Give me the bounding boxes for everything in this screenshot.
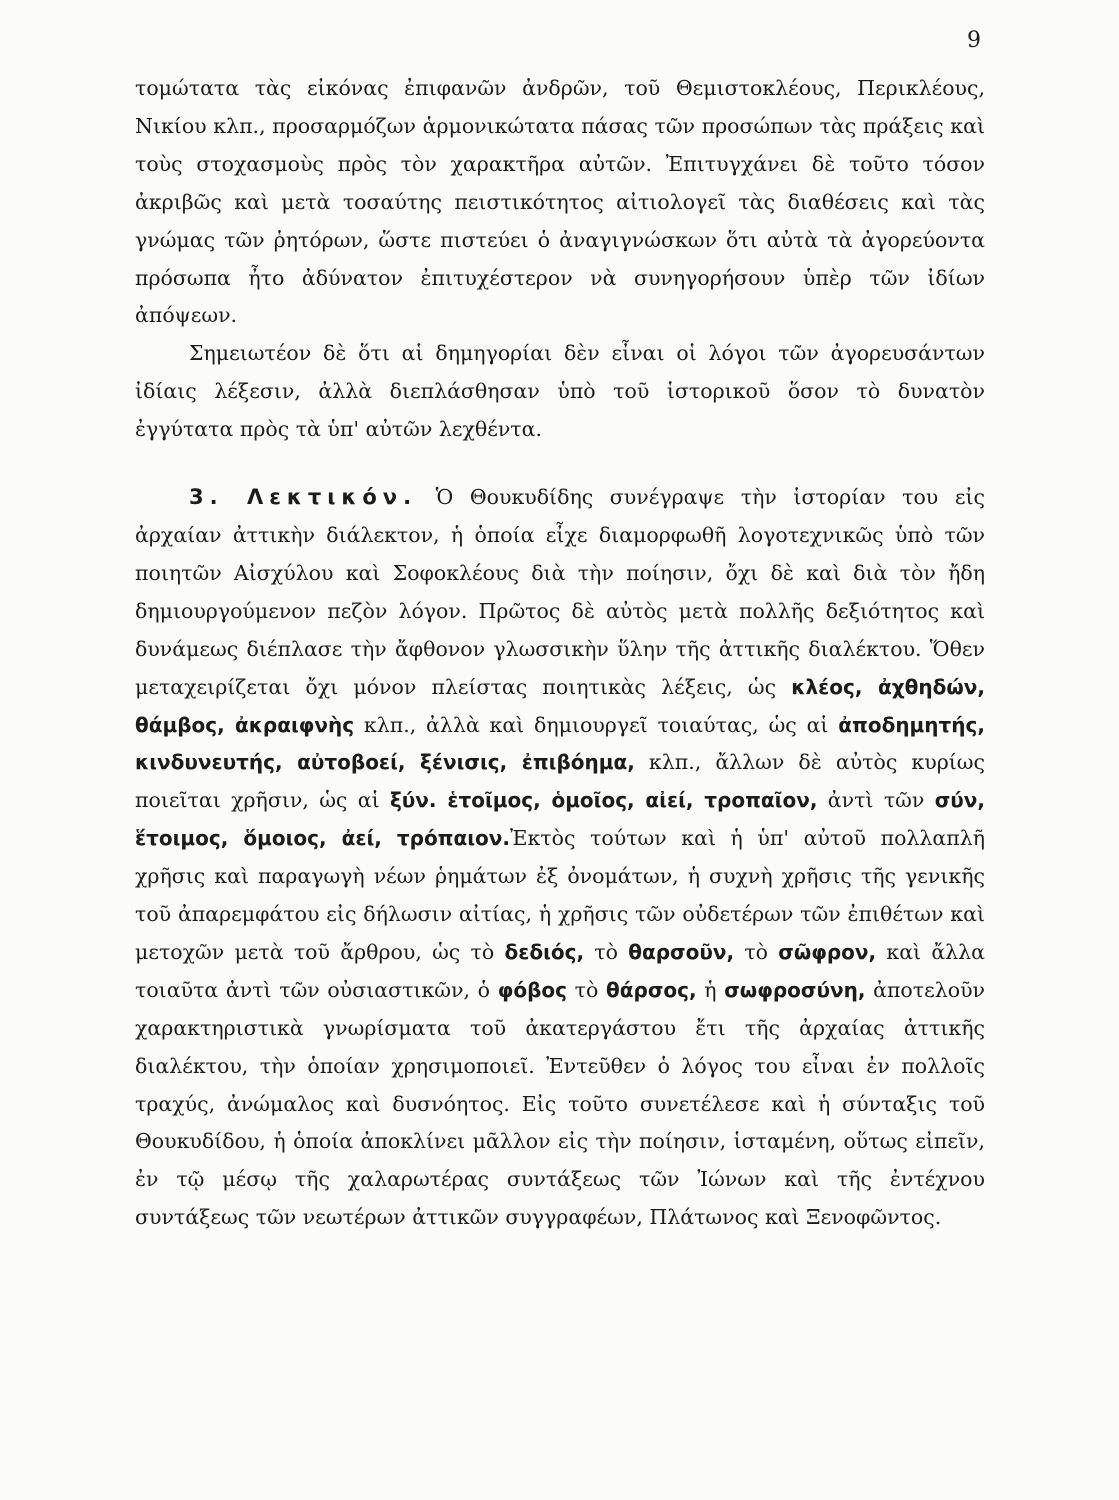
paragraph-3 [135, 479, 985, 1237]
text-run: ἡ [696, 977, 725, 1002]
bold-term: ἀποδημητής, κινδυνευτής, αὐτοβοεί, ξένισις, ἐπιβόημα, [135, 712, 985, 775]
bold-term: θάρσος, [606, 977, 697, 1002]
text-run: καὶ ἄλλα τοιαῦτα ἀντὶ τῶν οὐσιαστικῶν, ὁ [135, 939, 985, 1002]
text-run: Ὁ Θουκυδίδης συνέγραψε τὴν ἱστορίαν του εἰς ἀρχαίαν ἀττικὴν διάλεκτον, ἡ ὁποία εἶχε διαμορφωθῆ λογοτεχνικῶς ὑπὸ τῶν ποιητῶν Αἰσχύλου καὶ Σοφοκλέους διὰ τὴν ποίησιν, ὄχι δὲ καὶ διὰ τὸν ἤδη δημιουργούμενον πεζὸν λόγον. Πρῶτος δὲ αὐτὸς μετὰ πολλῆς δεξιότητος καὶ δυνάμεως διέπλασε τὴν ἄφθονον γλωσσικὴν ὕλην τῆς ἀττικῆς διαλέκτου. Ὅθεν μεταχειρίζεται ὄχι μόνον πλείστας ποιητικὰς λέξεις, ὡς [135, 485, 985, 699]
text-run: ἀποτελοῦν χαρακτηριστικὰ γνωρίσματα τοῦ ἀκατεργάστου ἔτι τῆς ἀρχαίας ἀττικῆς διαλέκτου, τὴν ὁποίαν χρησιμοποιεῖ. Ἐντεῦθεν ὁ λόγος του εἶναι ἐν πολλοῖς τραχύς, ἀνώμαλος καὶ δυσνόητος. Εἰς τοῦτο συνετέλεσε καὶ ἡ σύνταξις τοῦ Θουκυδίδου, ἡ ὁποία ἀποκλίνει μᾶλλον εἰς τὴν ποίησιν, ἱσταμένη, οὕτως εἰπεῖν, ἐν τῷ μέσῳ τῆς χαλαρωτέρας συντάξεως τῶν Ἰώνων καὶ τῆς ἐντέχνου συντάξεως τῶν νεωτέρων ἀττικῶν συγγραφέων, Πλάτωνος καὶ Ξενοφῶντος. [135, 977, 985, 1230]
bold-term: φόβος [497, 977, 567, 1002]
text-run: κλπ., ἀλλὰ καὶ δημιουργεῖ τοιαύτας, ὡς αἱ [354, 712, 839, 737]
paragraph-1 [135, 70, 985, 335]
text-run: Ἐκτὸς τούτων καὶ ἡ ὑπ' αὐτοῦ πολλαπλῆ χρῆσις καὶ παραγωγὴ νέων ῥημάτων ἐξ ὀνομάτων, ἡ συχνὴ χρῆσις τῆς γενικῆς τοῦ ἀπαρεμφάτου εἰς δήλωσιν αἰτίας, ἡ χρῆσις τῶν οὐδετέρων τῶν ἐπιθέτων καὶ μετοχῶν μετὰ τοῦ ἄρθρου, ὡς τὸ [135, 826, 985, 964]
paragraph-2 [135, 335, 985, 449]
text-run: τὸ [734, 939, 779, 964]
paragraph-1-text: τομώτατα τὰς εἰκόνας ἐπιφανῶν ἀνδρῶν, τοῦ Θεμιστοκλέους, Περικλέους, Νικίου κλπ., προσαρμόζων ἁρμονικώτατα πάσας τῶν προσώπων τὰς πράξεις καὶ τοὺς στοχασμοὺς πρὸς τὸν χαρακτῆρα αὐτῶν. Ἐπιτυγχάνει δὲ τοῦτο τόσον ἀκριβῶς καὶ μετὰ τοσαύτης πειστικότητος αἰτιολογεῖ τὰς διαθέσεις καὶ τὰς γνώμας τῶν ῥητόρων, ὥστε πιστεύει ὁ ἀναγιγνώσκων ὅτι αὐτὰ τὰ ἀγορεύοντα πρόσωπα ἦτο ἀδύνατον ἐπιτυχέστερον νὰ συνηγορήσουν ὑπὲρ τῶν ἰδίων ἀπόψεων. [135, 76, 985, 328]
bold-term: σωφροσύνη, [724, 977, 866, 1002]
bold-term: σύν, ἕτοιμος, ὅμοιος, ἀεί, τρόπαιον. [135, 788, 986, 851]
bold-term: ξύν. ἑτοῖμος, ὁμοῖος, αἰεί, τροπαῖον, [389, 788, 818, 813]
bold-term: σῶφρον, [778, 939, 877, 964]
page-number: 9 [967, 28, 981, 53]
text-run: τὸ [584, 939, 629, 964]
bold-term: κλέος, ἀχθηδών, θάμβος, ἀκραιφνὴς [135, 674, 986, 737]
body-text [135, 70, 985, 1237]
bold-term: θαρσοῦν, [628, 939, 735, 964]
text-run: κλπ., ἄλλων δὲ αὐτὸς κυρίως ποιεῖται χρῆσιν, ὡς αἱ [135, 750, 985, 813]
bold-term: δεδιός, [504, 939, 585, 964]
section-heading: 3. Λεκτικόν. [189, 485, 418, 510]
paragraph-2-text: Σημειωτέον δὲ ὅτι αἱ δημηγορίαι δὲν εἶναι οἱ λόγοι τῶν ἀγορευσάντων ἰδίαις λέξεσιν, ἀλλὰ διεπλάσθησαν ὑπὸ τοῦ ἱστορικοῦ ὅσον τὸ δυνατὸν ἐγγύτατα πρὸς τὰ ὑπ' αὐτῶν λεχθέντα. [135, 341, 985, 442]
text-run: τὸ [566, 977, 607, 1002]
text-run: ἀντὶ τῶν [817, 788, 935, 813]
